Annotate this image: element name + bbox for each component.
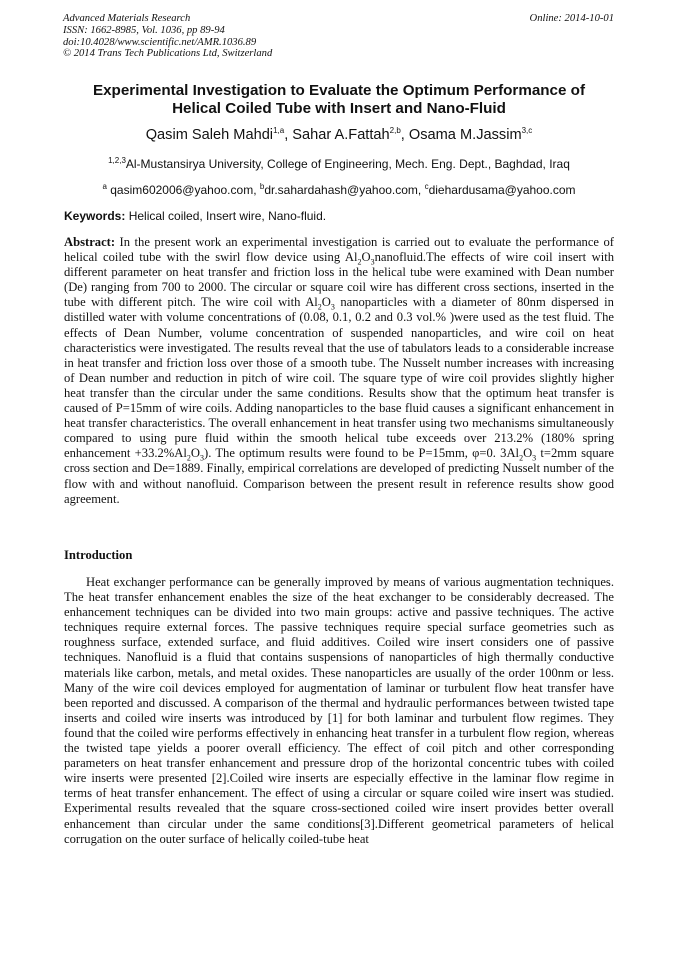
subscript: 2 bbox=[519, 453, 524, 463]
title-line-2: Helical Coiled Tube with Insert and Nano-Fluid bbox=[172, 100, 506, 117]
abstract-text: nanoparticles with a diameter of 80nm dispersed in distilled water with volume concentrations of (0.08, 0.1, 0.2 and 0.3 vol.% )were used as the test fluid. The effects of Dean Number, volume concentration of suspended nanoparticles, and wire coil on heat characteristics were investigated. The results reveal that the use of tabulators leads to a considerable increase in heat transfer and friction loss over those of a smooth tube. The Nusselt number increases with increasing of Dean number and reduction in pitch of wire coil. The square type of wire coil provides slightly higher heat transfer than the circular under the same conditions. Results show that the optimum heat transfer is caused of P=15mm of wire coils. Adding nanoparticles to the base fluid causes a significant enhancement in heat transfer characteristics. The overall enhancement in heat transfer using two mechanisms simultaneously compared to using pure fluid within the smooth helical tube exceeds over 213.2% (180% spring enhancement +33.2%Al bbox=[64, 295, 614, 461]
subscript: 2 bbox=[317, 302, 322, 312]
email-sup: b bbox=[259, 182, 265, 191]
keywords bbox=[64, 209, 616, 223]
journal-copyright: © 2014 Trans Tech Publications Ltd, Switzerland bbox=[63, 48, 273, 60]
author-sup: 1,a bbox=[273, 126, 285, 136]
author-sup: 3,c bbox=[521, 126, 533, 136]
email-sup: c bbox=[424, 182, 429, 191]
author-sup: 2,b bbox=[389, 126, 401, 136]
author-separator: , bbox=[400, 127, 409, 143]
abstract-text: nanofluid.The effects of wire coil insert with different parameter on heat transfer and friction loss in the helical tube were examined with Dean number (De) ranging from 700 to 2000. The circular or square coil wire has different cross sections, inserted in the tube with different pitch. The wire coil with Al bbox=[64, 250, 614, 310]
journal-header bbox=[63, 13, 272, 60]
author-emails bbox=[60, 183, 618, 197]
introduction-heading: Introduction bbox=[64, 548, 133, 562]
email-link[interactable]: qasim602006@yahoo.com, bbox=[106, 183, 260, 197]
abstract-text: O bbox=[321, 295, 331, 310]
author-list bbox=[60, 127, 618, 143]
affiliation-sup: 1,2,3 bbox=[108, 156, 126, 165]
keywords-text: Helical coiled, Insert wire, Nano-fluid. bbox=[125, 209, 327, 223]
subscript: 3 bbox=[200, 453, 204, 463]
email-sup: a bbox=[102, 182, 107, 191]
subscript: 3 bbox=[532, 453, 537, 463]
abstract-text: O bbox=[523, 446, 533, 461]
abstract-text: O bbox=[190, 446, 200, 461]
abstract-text: In the present work an experimental investigation is carried out to evaluate the performance of helical coiled tube with the swirl flow device using Al bbox=[64, 235, 614, 265]
title-line-1: Experimental Investigation to Evaluate the Optimum Performance of bbox=[92, 82, 585, 99]
journal-name: Advanced Materials Research bbox=[63, 13, 191, 24]
author-name: Osama M.Jassim bbox=[408, 127, 522, 143]
journal-issn: ISSN: 1662-8985, Vol. 1036, pp 89-94 bbox=[63, 24, 225, 36]
abstract bbox=[64, 235, 614, 507]
abstract-text: ). The optimum results were found to be P=15mm, φ=0. 3Al bbox=[204, 446, 520, 461]
email-link[interactable]: diehardusama@yahoo.com bbox=[428, 183, 576, 197]
abstract-text: t=2mm square cross section and De=1889. Finally, empirical correlations are developed of predicting Nusselt number of the flow with and without nanofluid. Comparison between the present result in reference results show good agreement. bbox=[64, 446, 614, 506]
subscript: 3 bbox=[370, 257, 375, 267]
author-name: Qasim Saleh Mahdi bbox=[145, 127, 274, 143]
paper-title bbox=[60, 82, 618, 118]
keywords-label: Keywords: bbox=[64, 209, 126, 223]
author-separator: , bbox=[284, 127, 293, 143]
affiliation bbox=[60, 157, 618, 171]
subscript: 2 bbox=[186, 453, 191, 463]
journal-doi[interactable]: doi:10.4028/www.scientific.net/AMR.1036.89 bbox=[63, 36, 257, 48]
introduction-paragraph: Heat exchanger performance can be generally improved by means of various augmentation techniques. The heat transfer enhancement enables the size of the heat exchanger to be considerably decreased. The enhancement techniques can be divided into two main groups: active and passive techniques. The active techniques require external forces. The passive techniques require special surface geometries such as roughness surface, extended surface, and fluid additives. Coiled wire insert considers one of passive techniques. Nanofluid is a fluid that contains suspensions of nanoparticles of high thermally conductive materials like carbon, metals, and metal oxides. These nanoparticles are usually of the order 100nm or less. Many of the wire coil devices employed for augmentation of laminar or turbulent flow heat transfer have been reported and discussed. A comparison of the thermal and hydraulic performances between twisted tape inserts and coiled wire inserts was introduced by [1] for both laminar and turbulent flow regimes. They found that the coiled wire performs effectively in enhancing heat transfer in a turbulent flow region, whereas the twisted tape yields a poorer overall efficiency. The effect of coil pitch and other corresponding parameters on heat transfer enhancement and pressure drop of the horizontal concentric tubes with coiled wire inserts were presented [2].Coiled wire inserts are especially effective in the laminar flow regime in terms of heat transfer enhancement. The effect of using a circular or square coiled wire insert was studied. Experimental results revealed that the square cross-sectioned coiled wire insert provides better overall enhancement than circular under the same conditions[3].Different geometrical parameters of helical corrugation on the outer surface of helically coiled-tube heat bbox=[64, 575, 614, 846]
subscript: 3 bbox=[330, 302, 335, 312]
email-link[interactable]: dr.sahardahash@yahoo.com, bbox=[264, 183, 425, 197]
author-name: Sahar A.Fattah bbox=[292, 127, 390, 143]
abstract-text: O bbox=[361, 250, 371, 265]
affiliation-text: Al-Mustansirya University, College of Engineering, Mech. Eng. Dept., Baghdad, Iraq bbox=[125, 157, 570, 171]
abstract-label: Abstract: bbox=[64, 235, 116, 249]
online-date: Online: 2014-10-01 bbox=[529, 13, 614, 24]
subscript: 2 bbox=[357, 257, 362, 267]
